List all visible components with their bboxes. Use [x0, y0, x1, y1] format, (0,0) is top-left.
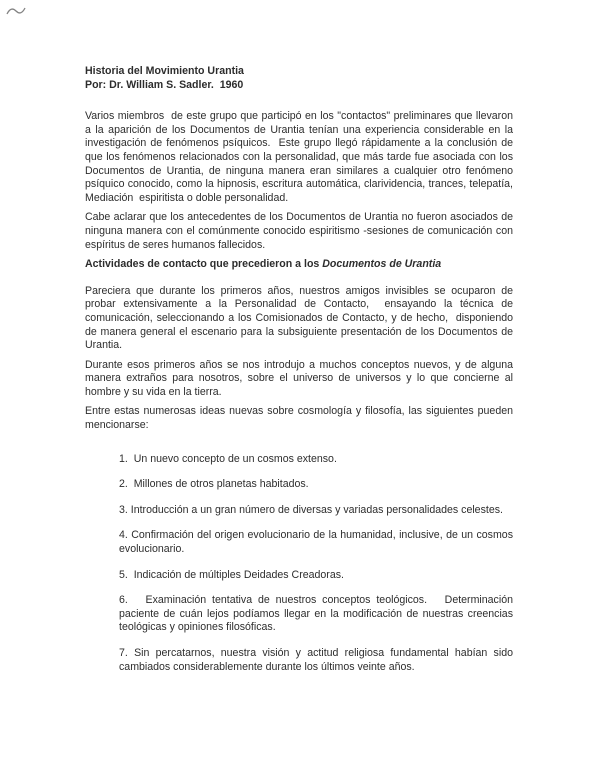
list-intro: Entre estas numerosas ideas nuevas sobre cosmología y filosofía, las siguientes pueden mencionarse:: [85, 405, 513, 432]
section-heading-emphasis: Documentos de Urantia: [322, 258, 442, 271]
document-title-block: [85, 65, 513, 92]
section-heading-text: Actividades de contacto que precedieron a los: [85, 258, 323, 271]
paragraph-contact-activities: Pareciera que durante los primeros años, nuestros amigos invisibles se ocuparon de probar extensivamente a la Personalidad de Contacto, ensayando la técnica de comunicación, seleccionando a los Comisionados de Contacto, y de hecho, disponiendo de manera general el escenario para la subsiguiente presentación de los Documentos de Urantia.: [85, 284, 513, 352]
paragraph-spiritism-clarification: Cabe aclarar que los antecedentes de los Documentos de Urantia no fueron asociados de ninguna manera con el comúnmente conocido espiritismo -sesiones de comunicación con espíritus de seres humanos fallecidos.: [85, 211, 513, 251]
section-heading: [85, 258, 513, 272]
document-title: Historia del Movimiento Urantia: [85, 65, 244, 77]
numbered-list: [85, 453, 513, 675]
list-item-3: 3. Introducción a un gran número de diversas y variadas personalidades celestes.: [119, 503, 503, 516]
list-item-2: 2. Millones de otros planetas habitados.: [119, 478, 309, 491]
scan-artifact-mark: [6, 5, 26, 17]
document-byline: Por: Dr. William S. Sadler. 1960: [85, 78, 244, 91]
paragraph-new-concepts: Durante esos primeros años se nos introdujo a muchos conceptos nuevos, y de alguna manera extraños para nosotros, sobre el universo de universos y lo que concierne al hombre y su vida en la tierra.: [85, 358, 513, 398]
list-item-1: 1. Un nuevo concepto de un cosmos extenso.: [119, 452, 337, 465]
document-content: [85, 65, 513, 686]
list-item-6: 6. Examinación tentativa de nuestros conceptos teológicos. Determinación paciente de cuán lejos podíamos llegar en la modificación de nuestras creencias teológicas y opiniones filosóficas.: [119, 594, 513, 634]
paragraph-contacts-preliminary: Varios miembros de este grupo que participó en los "contactos" preliminares que llevaron a la aparición de los Documentos de Urantia tenían una experiencia considerable en la investigación de fenómenos psíquicos. Este grupo llegó rápidamente a la conclusión de que los fenómenos relacionados con la personalidad, que más tarde fue asociada con los Documentos de Urantia, de ninguna manera eran similares a cualquier otro fenómeno psíquico conocido, como la hipnosis, escritura automática, clarividencia, trances, telepatía, Mediación espiritista o doble personalidad.: [85, 110, 513, 204]
list-item-4: 4. Confirmación del origen evolucionario de la humanidad, inclusive, de un cosmos evolucionario.: [119, 529, 513, 556]
list-item-5: 5. Indicación de múltiples Deidades Creadoras.: [119, 568, 344, 581]
list-item-7: 7. Sin percatarnos, nuestra visión y actitud religiosa fundamental habían sido cambiados considerablemente durante los últimos veinte años.: [119, 647, 513, 673]
